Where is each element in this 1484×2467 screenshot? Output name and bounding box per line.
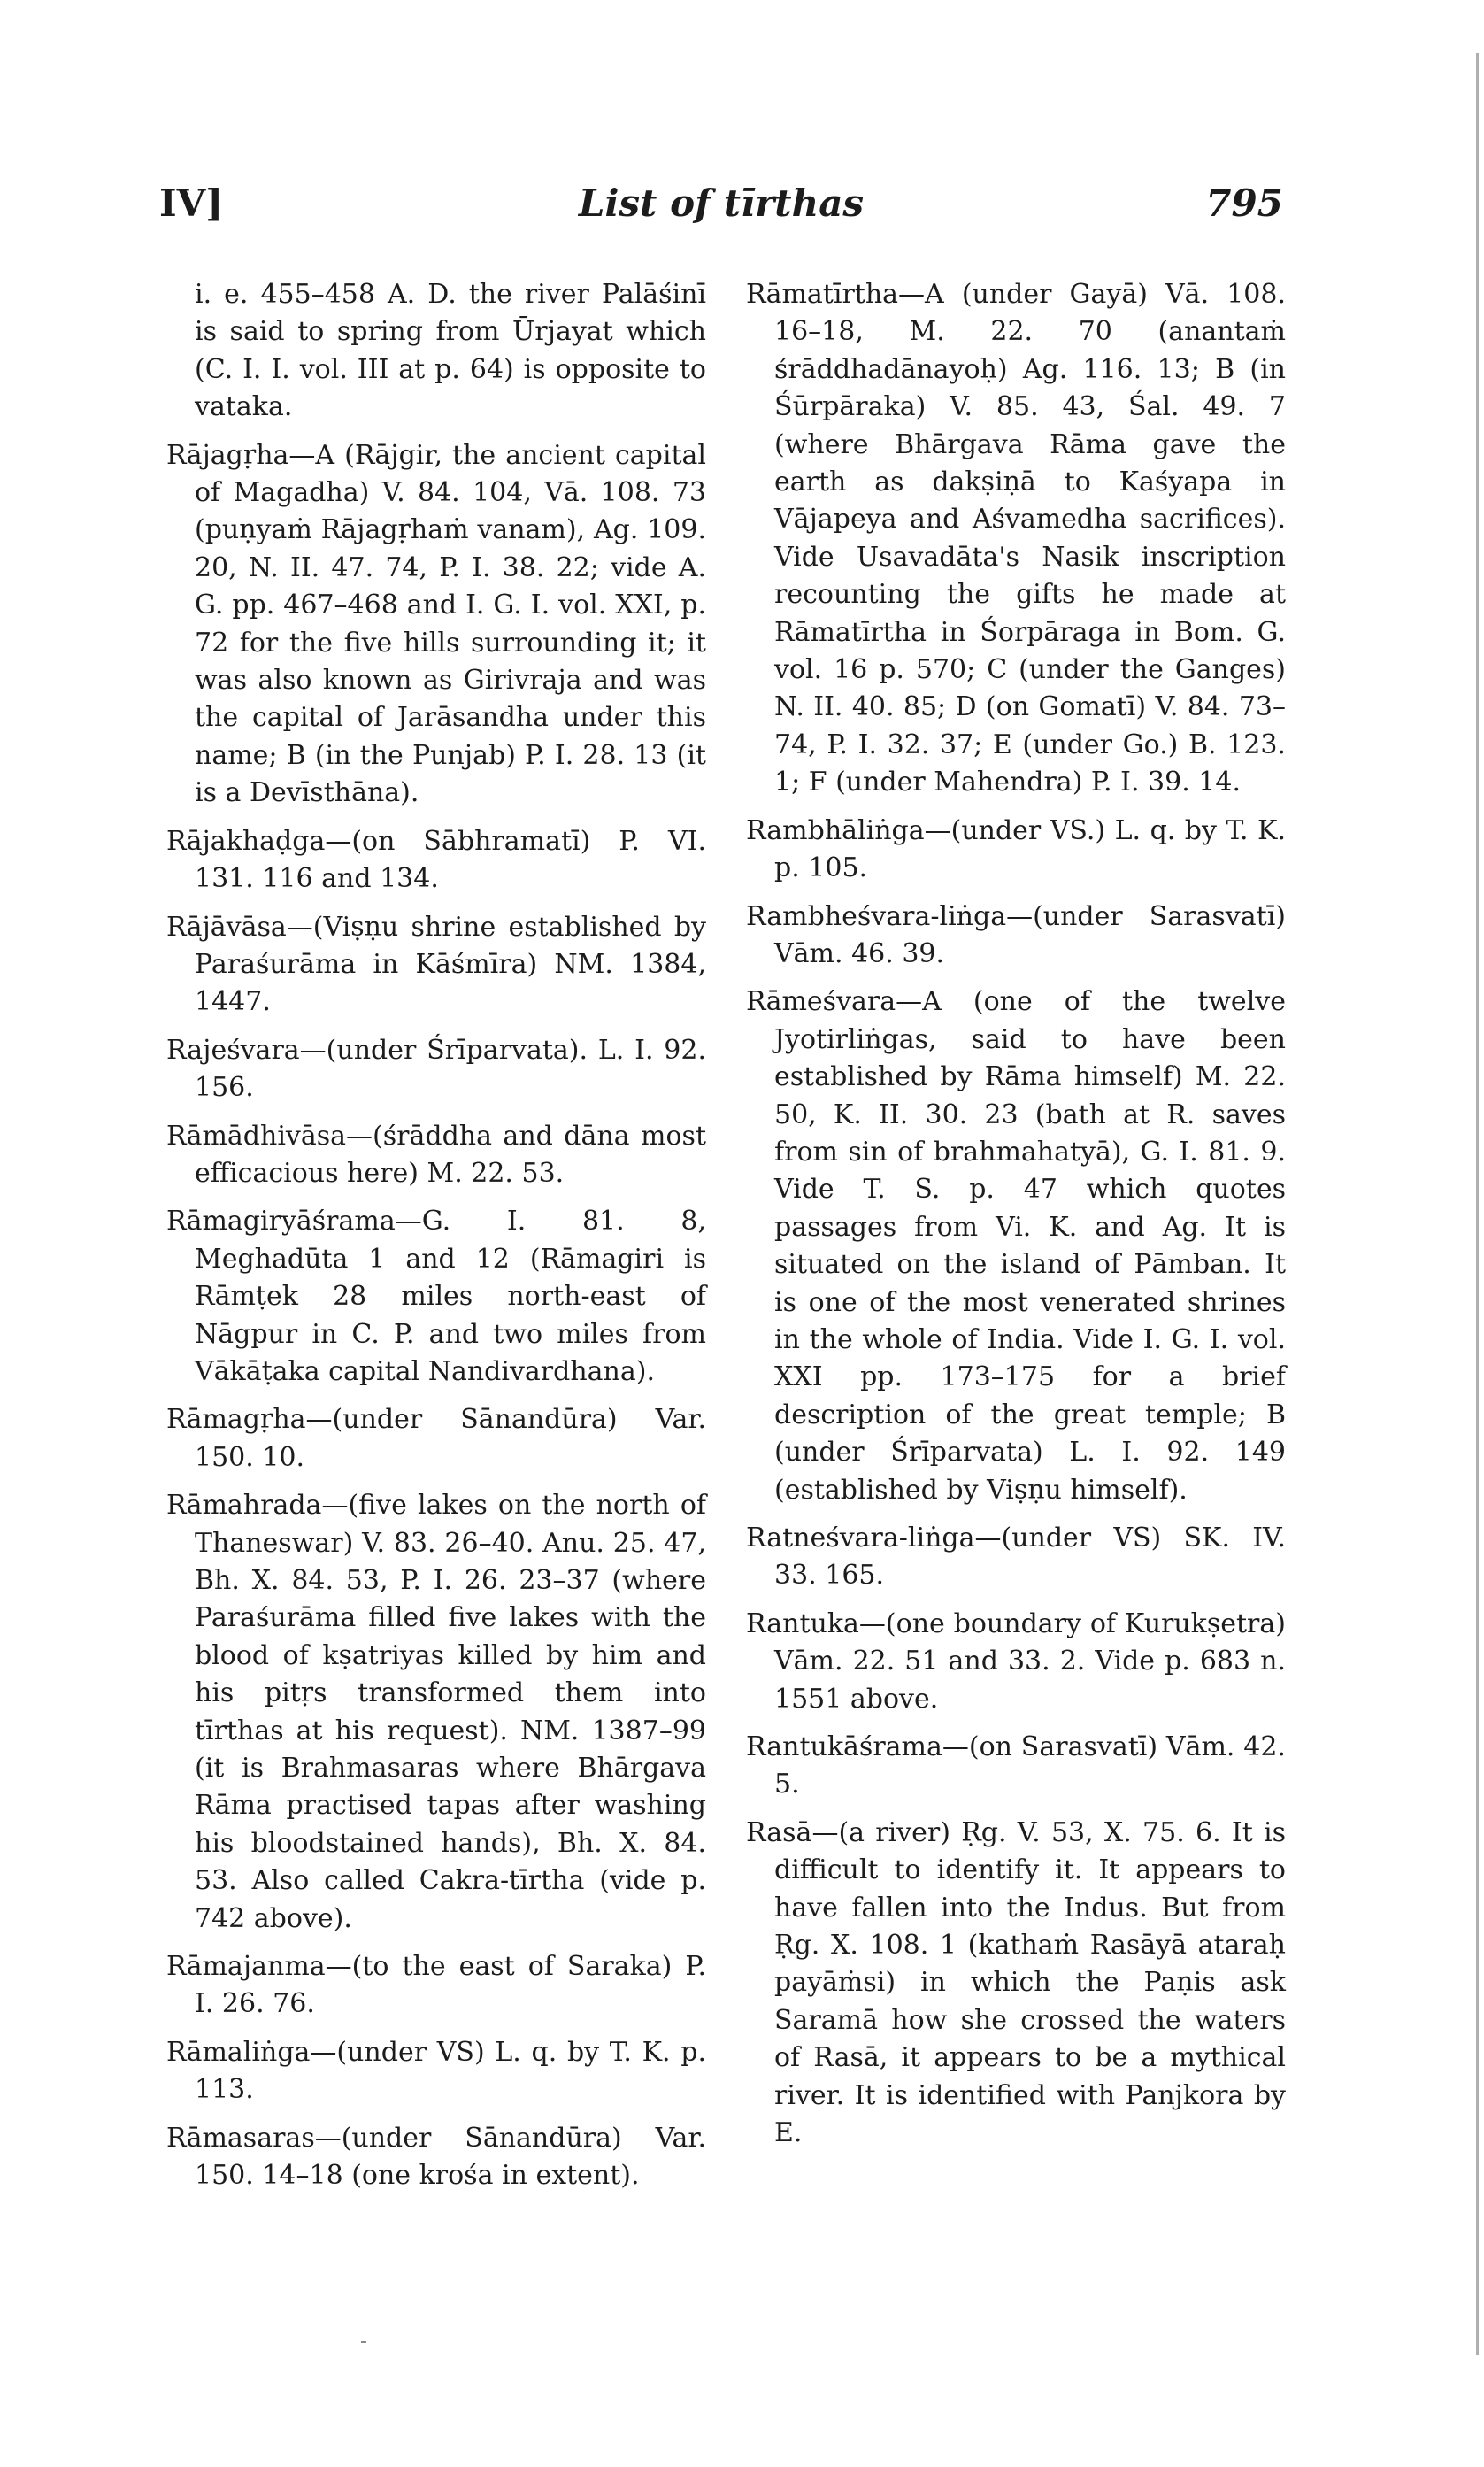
entry-rasa: Rasā—(a river) Ṛg. V. 53, X. 75. 6. It is difficult to identify it. It appears to have fallen into the Indus. But from Ṛg. X. 108. 1 (kathaṁ Rasāyā ataraḥ payāṁsi) in which the Paṇis ask Saramā how she crossed the waters of Rasā, it appears to be a mythical river. It is identified with Panjkora by E.	[746, 1816, 1286, 2149]
entry-rantuka: Rantuka—(one boundary of Kurukṣetra) Vām. 22. 51 and 33. 2. Vide p. 683 n. 1551 above.	[746, 1607, 1286, 1715]
section-marker: IV]	[159, 181, 224, 225]
entry-rajavasa: Rājāvāsa—(Viṣṇu shrine established by Paraśurāma in Kāśmīra) NM. 1384, 1447.	[166, 911, 706, 1018]
page-edge-line	[1476, 53, 1479, 2355]
entry-ramagiryasrama: Rāmagiryāśrama—G. I. 81. 8, Meghadūta 1 and 12 (Rāmagiri is Rāmṭek 28 miles north-east of Nāgpur in C. P. and two miles from Vākāṭaka capital Nandivardhana).	[166, 1206, 706, 1387]
entry-rambhesvara-linga: Rambheśvara-liṅga—(under Sarasvatī) Vām. 46. 39.	[746, 900, 1286, 969]
entry-ramatirtha: Rāmatīrtha—A (under Gayā) Vā. 108. 16–18, M. 22. 70 (anantaṁ śrāddhadānayoḥ) Ag. 116. 13; B (in Śūrpāraka) V. 85. 43, Śal. 49. 7 (where Bhārgava Rāma gave the earth as dakṣiṇā to Kaśyapa in Vājapeya and Aśvamedha sacrifices). Vide Usavadāta's Nasik inscription recounting the gifts he made at Rāmatīrtha in Śorpāraga in Bom. G. vol. 16 p. 570; C (under the Ganges) N. II. 40. 85; D (on Gomatī) V. 84. 73–74, P. I. 32. 37; E (under Go.) B. 123. 1; F (under Mahendra) P. I. 39. 14.	[746, 279, 1286, 798]
running-title: List of tīrthas	[578, 181, 865, 225]
page-header	[159, 181, 1283, 235]
entry-rambhalinga: Rambhāliṅga—(under VS.) L. q. by T. K. p. 105.	[746, 814, 1286, 884]
entry-ratnesvara-linga: Ratneśvara-liṅga—(under VS) SK. IV. 33. 165.	[746, 1523, 1286, 1592]
entry-ramesvara: Rāmeśvara—A (one of the twelve Jyotirliṅgas, said to have been established by Rāma himself) M. 22. 50, K. II. 30. 23 (bath at R. saves from sin of brahmahatyā), G. I. 81. 9. Vide T. S. p. 47 which quotes passages from Vi. K. and Ag. It is situated on the island of Pāmban. It is one of the most venerated shrines in the whole of India. Vide I. G. I. vol. XXI pp. 173–175 for a brief description of the great temple; B (under Śrīparvata) L. I. 92. 149 (established by Viṣṇu himself).	[746, 986, 1286, 1506]
entry-rajakhadga: Rājakhaḍga—(on Sābhramatī) P. VI. 131. 116 and 134.	[166, 825, 706, 895]
entry-continuation: i. e. 455–458 A. D. the river Palāśinī is said to spring from Ūrjayat which (C. I. I. vol. III at p. 64) is opposite to vataka.	[195, 279, 706, 423]
entry-ramasaras: Rāmasaras—(under Sānandūra) Var. 150. 14–18 (one krośa in extent).	[166, 2122, 706, 2192]
entry-rantukasrama: Rantukāśrama—(on Sarasvatī) Vām. 42. 5.	[746, 1731, 1286, 1800]
entry-rajagrha: Rājagṛha—A (Rājgir, the ancient capital of Magadha) V. 84. 104, Vā. 108. 73 (puṇyaṁ Rājagṛhaṁ vanam), Ag. 109. 20, N. II. 47. 74, P. I. 38. 22; vide A. G. pp. 467–468 and I. G. I. vol. XXI, p. 72 for the five hills surrounding it; it was also known as Girivraja and was the capital of Jarāsandha under this name; B (in the Punjab) P. I. 28. 13 (it is a Devīsthāna).	[166, 439, 706, 809]
left-column	[166, 276, 706, 2206]
right-column	[746, 276, 1286, 2163]
entry-ramadhivasa: Rāmādhivāsa—(śrāddha and dāna most efficacious here) M. 22. 53.	[166, 1120, 706, 1189]
entry-ramalinga: Rāmaliṅga—(under VS) L. q. by T. K. p. 113.	[166, 2036, 706, 2106]
entry-ramajanma: Rāmajanma—(to the east of Saraka) P. I. 26. 76.	[166, 1951, 706, 2020]
entry-ramahrada: Rāmahrada—(five lakes on the north of Thaneswar) V. 83. 26–40. Anu. 25. 47, Bh. X. 84. 53, P. I. 26. 23–37 (where Paraśurāma filled five lakes with the blood of kṣatriyas killed by him and his pitṛs transformed them into tīrthas at his request). NM. 1387–99 (it is Brahmasaras where Bhārgava Rāma practised tapas after washing his bloodstained hands), Bh. X. 84. 53. Also called Cakra-tīrtha (vide p. 742 above).	[166, 1490, 706, 1934]
scan-speck	[361, 2341, 366, 2343]
entry-rajesvara: Rajeśvara—(under Śrīparvata). L. I. 92. 156.	[166, 1034, 706, 1104]
entry-ramagrha: Rāmagṛha—(under Sānandūra) Var. 150. 10.	[166, 1404, 706, 1473]
page-number: 795	[1205, 181, 1283, 225]
